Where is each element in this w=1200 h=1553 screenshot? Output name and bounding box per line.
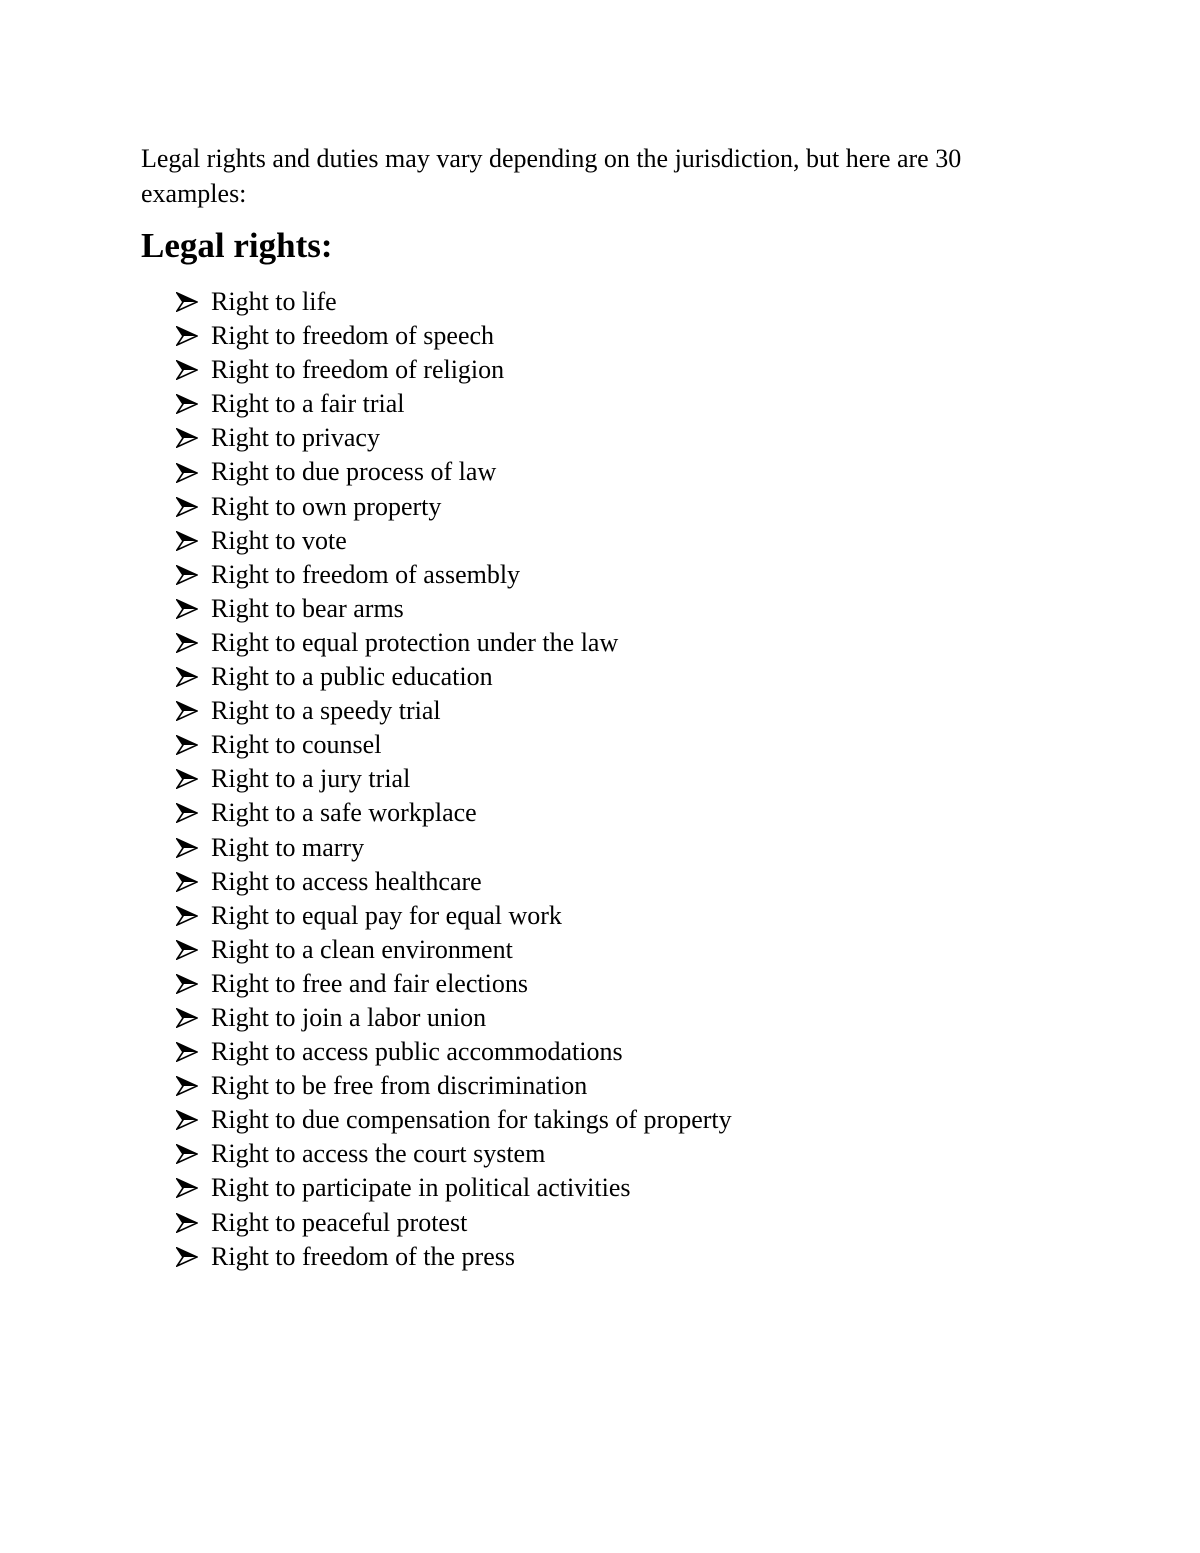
list-item [176,626,732,660]
list-item-text: Right to a speedy trial [211,696,441,726]
list-item-text: Right to access healthcare [211,866,482,896]
arrowhead-bullet-icon [176,838,211,858]
list-item-text: Right to freedom of religion [211,355,505,385]
list-item-text: Right to own property [211,491,442,521]
list-item-text: Right to join a labor union [211,1002,487,1032]
arrowhead-bullet-icon [176,565,211,585]
arrowhead-bullet-icon [176,1042,211,1062]
list-item-text: Right to equal protection under the law [211,627,619,657]
list-item-text: Right to be free from discrimination [211,1071,588,1101]
arrowhead-bullet-icon [176,463,211,483]
arrowhead-bullet-icon [176,292,211,312]
list-item [176,967,732,1001]
arrowhead-bullet-icon [176,803,211,823]
list-item [176,660,732,694]
arrowhead-bullet-icon [176,906,211,926]
arrowhead-bullet-icon [176,531,211,551]
arrowhead-bullet-icon [176,1178,211,1198]
list-item-text: Right to a fair trial [211,389,405,419]
list-item [176,1240,732,1274]
list-item [176,592,732,626]
arrowhead-bullet-icon [176,326,211,346]
arrowhead-bullet-icon [176,497,211,517]
list-item [176,694,732,728]
intro-paragraph: Legal rights and duties may vary depending on the jurisdiction, but here are 30 examples: [141,144,962,208]
list-item [176,524,732,558]
list-item [176,285,732,319]
list-item [176,421,732,455]
rights-list [176,285,732,1274]
arrowhead-bullet-icon [176,599,211,619]
arrowhead-bullet-icon [176,1008,211,1028]
arrowhead-bullet-icon [176,1076,211,1096]
list-item [176,455,732,489]
list-item [176,1001,732,1035]
list-item-text: Right to peaceful protest [211,1207,468,1237]
list-item-text: Right to life [211,287,337,316]
arrowhead-bullet-icon [176,1247,211,1267]
list-item-text: Right to due process of law [211,457,497,487]
list-item [176,387,732,421]
arrowhead-bullet-icon [176,872,211,892]
list-item [176,762,732,796]
arrowhead-bullet-icon [176,940,211,960]
list-item-text: Right to vote [211,525,347,555]
list-item [176,353,732,387]
list-item-text: Right to freedom of speech [211,321,495,351]
list-item-text: Right to freedom of the press [211,1241,515,1271]
list-item-text: Right to a jury trial [211,764,411,794]
arrowhead-bullet-icon [176,394,211,414]
list-item-text: Right to privacy [211,423,380,453]
arrowhead-bullet-icon [176,701,211,721]
arrowhead-bullet-icon [176,633,211,653]
arrowhead-bullet-icon [176,974,211,994]
arrowhead-bullet-icon [176,1213,211,1233]
list-item-text: Right to a public education [211,662,493,692]
list-item-text: Right to access the court system [211,1139,546,1169]
list-item-text: Right to bear arms [211,593,404,623]
list-item-text: Right to participate in political activities [211,1173,631,1203]
list-item [176,796,732,830]
list-item-text: Right to counsel [211,730,382,760]
list-item [176,933,732,967]
arrowhead-bullet-icon [176,735,211,755]
list-item-text: Right to free and fair elections [211,968,528,998]
list-item [176,558,732,592]
list-item-text: Right to freedom of assembly [211,559,521,589]
list-item [176,490,732,524]
arrowhead-bullet-icon [176,1144,211,1164]
list-item [176,831,732,865]
list-item-text: Right to due compensation for takings of property [211,1105,732,1135]
list-item [176,1103,732,1137]
list-item-text: Right to a safe workplace [211,798,477,828]
list-item [176,728,732,762]
list-item [176,319,732,353]
section-heading: Legal rights: [141,226,333,265]
arrowhead-bullet-icon [176,360,211,380]
list-item [176,1069,732,1103]
list-item-text: Right to a clean environment [211,934,513,964]
list-item [176,865,732,899]
list-item-text: Right to access public accommodations [211,1037,623,1067]
arrowhead-bullet-icon [176,428,211,448]
arrowhead-bullet-icon [176,769,211,789]
list-item [176,1035,732,1069]
arrowhead-bullet-icon [176,1110,211,1130]
list-item [176,899,732,933]
arrowhead-bullet-icon [176,667,211,687]
list-item [176,1206,732,1240]
list-item [176,1171,732,1205]
list-item-text: Right to equal pay for equal work [211,900,562,930]
list-item [176,1137,732,1171]
list-item-text: Right to marry [211,832,365,862]
